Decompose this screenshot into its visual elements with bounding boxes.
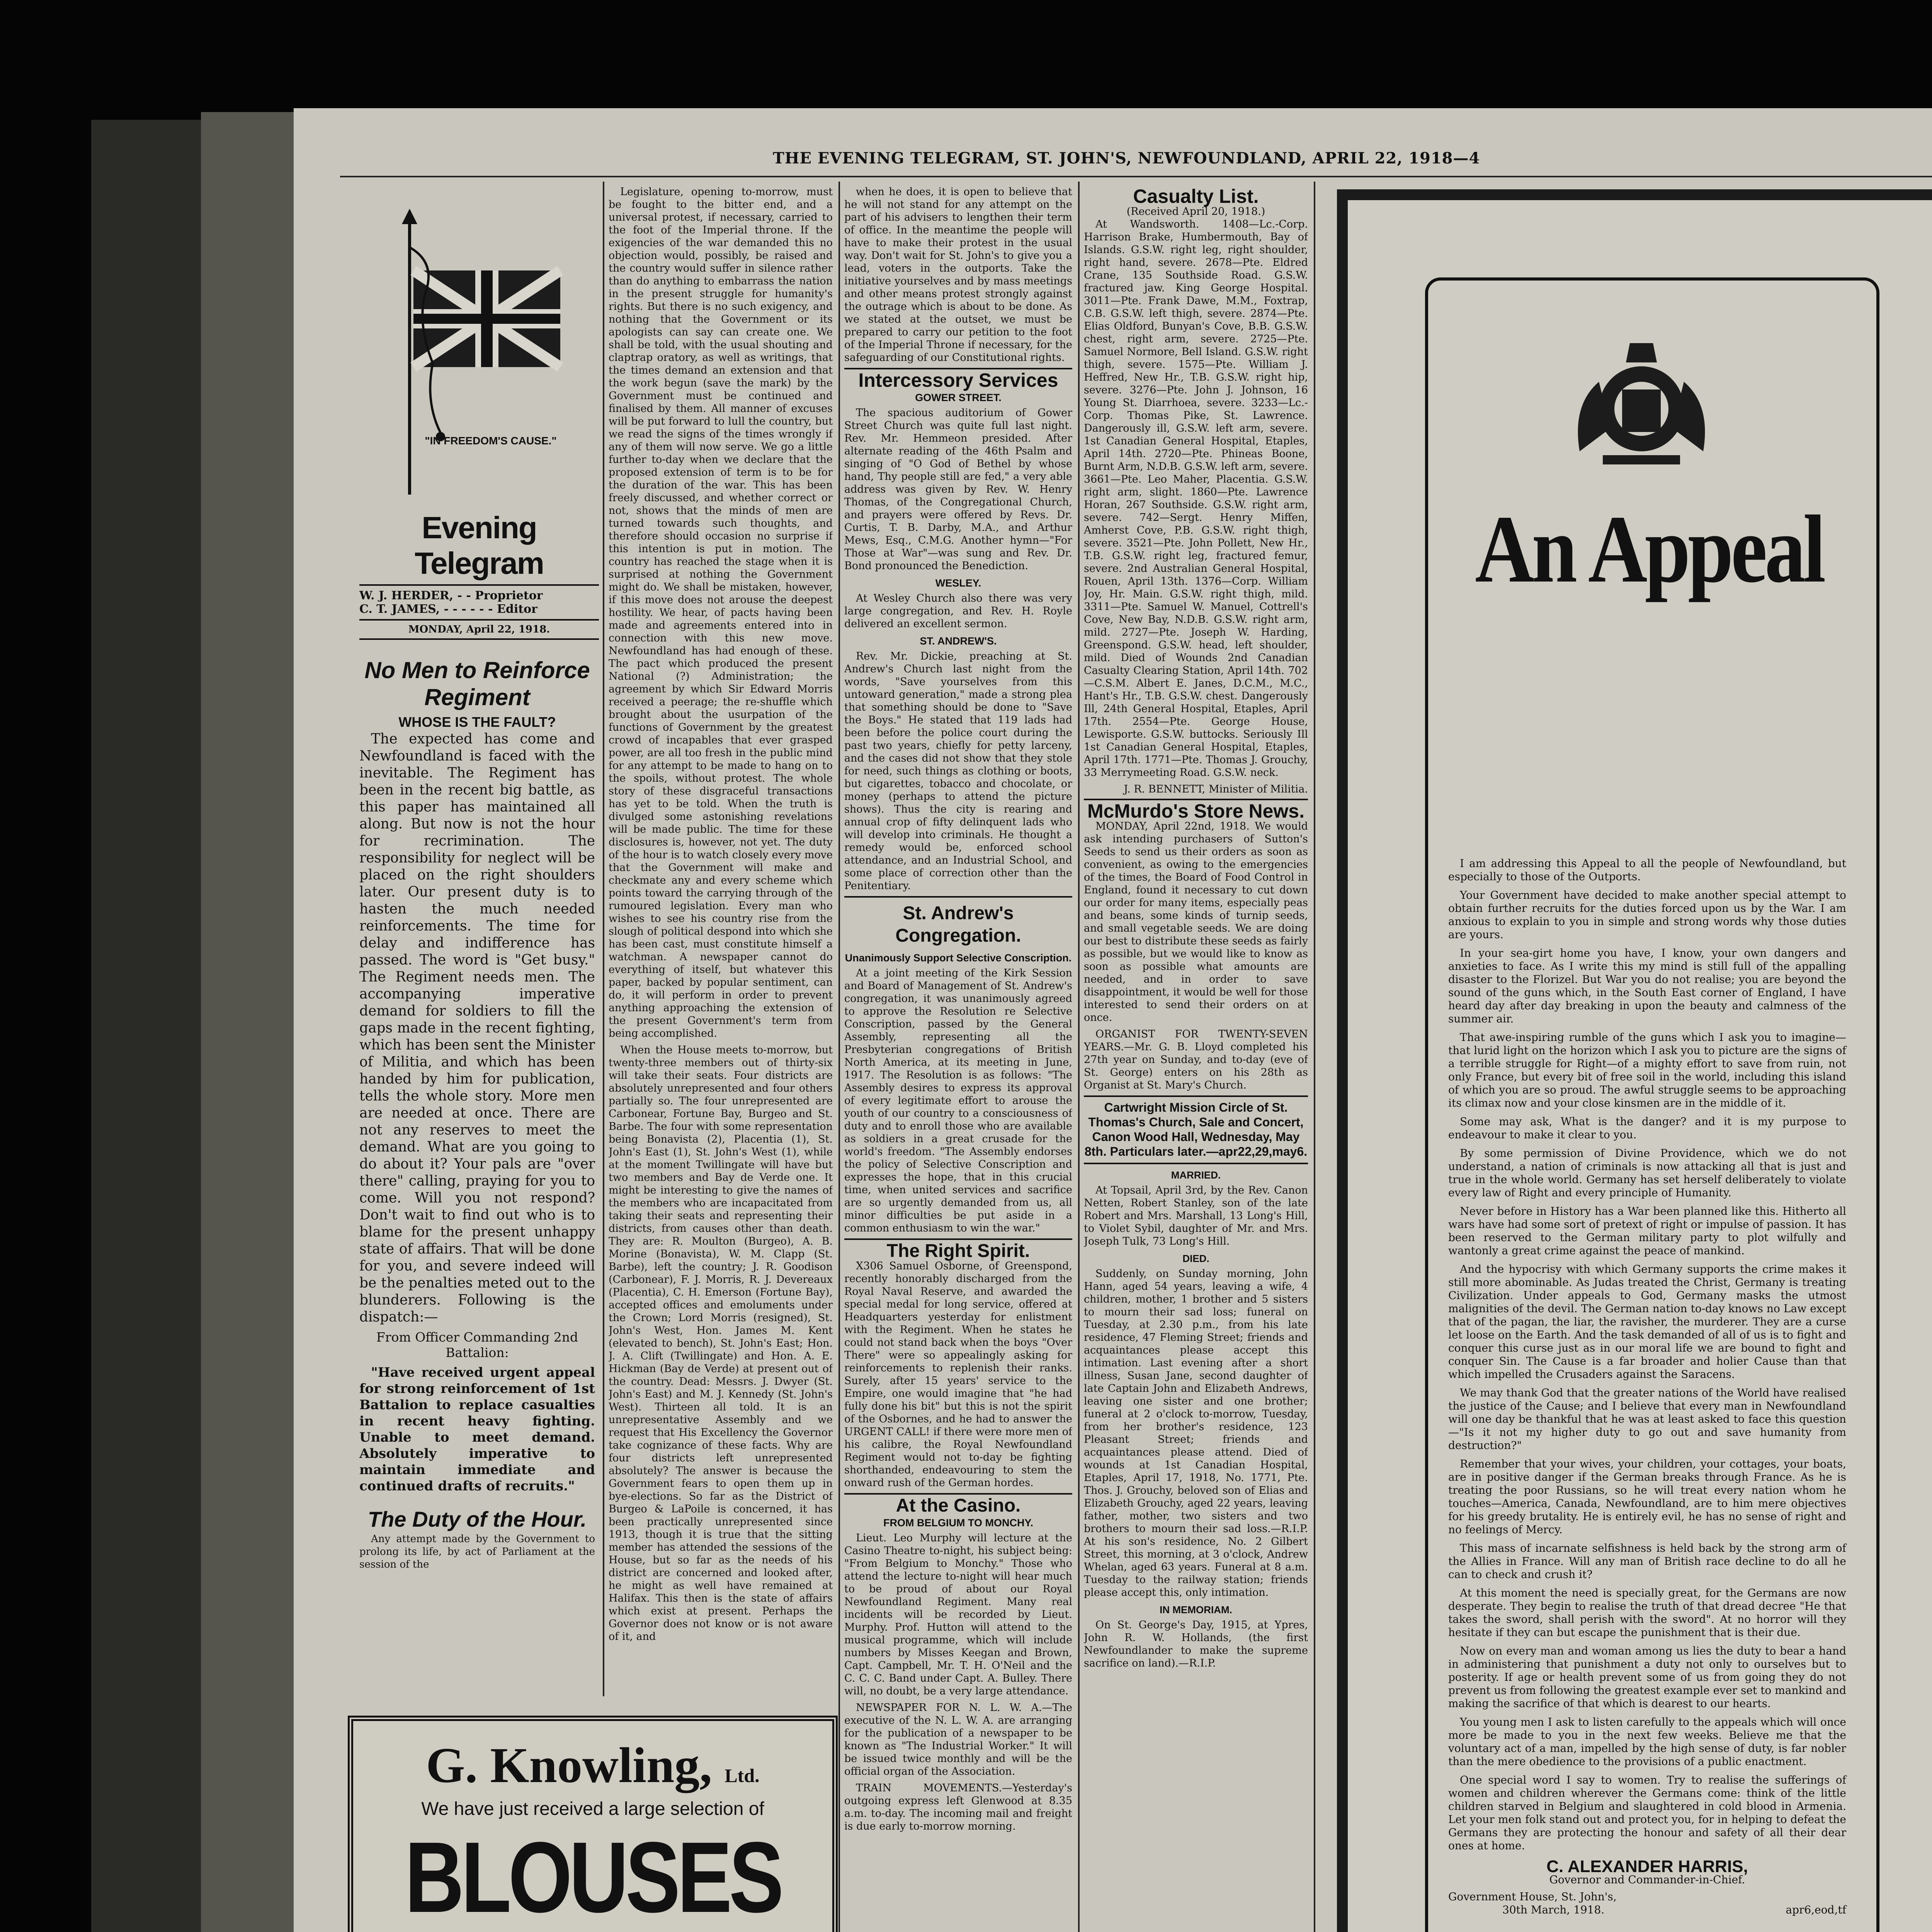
editorial-dispatch: "Have received urgent appeal for strong reinforcement of 1st Battalion to replace casualties in recent heavy fighting. Unable to meet demand. Absolutely imperative to maintain immediate and continued drafts of recruits." xyxy=(359,1365,595,1494)
appeal-signature-title: Governor and Commander-in-Chief. xyxy=(1549,1873,1745,1886)
blouses-heading: BLOUSES xyxy=(405,1821,781,1932)
appeal-paragraph: By some permission of Divine Providence, which we do not understand, a nation of criminals is now attacking all that is just and true in the whole world. Germany has set herself deliberately to violate every law of Right and every principle of Humanity. xyxy=(1448,1147,1846,1199)
masthead-editor: C. T. JAMES, - - - - - - Editor xyxy=(359,602,537,616)
casualty-signature: J. R. BENNETT, Minister of Militia. xyxy=(1124,783,1308,795)
spirit-paragraph: X306 Samuel Osborne, of Greenspond, recently honorably discharged from the Royal Naval Reserve, and awarded the special medal for long service, offered at Headquarters yesterday for enlistment with the Regiment. When he states he could not stand back when the boys "Over There" were so appealingly asking for reinforcements to replenish their ranks. Surely, after 15 years' service to the Empire, one would imagine that "he had fully done his bit" but this is not the spirit of the Osbornes, and he had to answer the URGENT CALL! if there were more men of his calibre, the Royal Newfoundland Regiment would not to-day be fighting shorthanded, endeavouring to stem the onward rush of the German hordes. xyxy=(844,1260,1072,1489)
masthead-rule xyxy=(359,584,599,586)
church-news-column xyxy=(844,185,1072,1932)
appeal-paragraph: One special word I say to women. Try to realise the sufferings of women and children wherever the Germans come: think of the little children starved in Belgium and slaughtered in cold blood in Armenia. Let your men folk stand out and protect you, for in helping to defeat the Germans they are protecting the honour and safety of all their dear ones at home. xyxy=(1448,1774,1846,1852)
casualty-title: Casualty List. xyxy=(1133,185,1259,207)
married-paragraph: At Topsail, April 3rd, by the Rev. Canon Netten, Robert Stanley, son of the late Robert and Mrs. Marshall, 13 Long's Hill, to Violet Sybil, daughter of Mr. and Mrs. Joseph Tulk, 73 Long's Hill. xyxy=(1084,1184,1308,1247)
appeal-date: 30th March, 1918. xyxy=(1502,1903,1605,1916)
appeal-place: Government House, St. John's, xyxy=(1448,1890,1617,1903)
masthead-rule xyxy=(359,619,599,621)
wesley-subtitle: WESLEY. xyxy=(935,577,981,589)
appeal-paragraph: And the hypocrisy with which Germany supports the crime makes it still more abominable. As Judas treated the Christ, Germany is treating Civilization. Under appeals to God, Germany masks the utmost malignities of the devil. The German nation to-day knows no Law except that of the pagan, the liar, the ravisher, the murderer. They are a curse let loose on the Earth. And the task demanded of all of us is to fight and conquer this curse just as in our moral life we are bound to fight and conquer Sin. The Cause is a far broader and holier Cause than that which impelled the Crusaders against the Saracens. xyxy=(1448,1263,1846,1381)
masthead-title: Evening Telegram xyxy=(415,510,544,580)
casualty-received: (Received April 20, 1918.) xyxy=(1126,206,1265,218)
appeal-paragraph: Your Government have decided to make another special attempt to obtain further recruits for the duties forced upon us by the War. I am anxious to explain to you in simple and strong words why those duties are yours. xyxy=(1448,889,1846,941)
column-divider xyxy=(1078,182,1080,1932)
spirit-title: The Right Spirit. xyxy=(886,1241,1030,1261)
editorial-paragraph: Legislature, opening to-morrow, must be fought to the bitter end, and a universal protest, if necessary, carried to the foot of the Imperial throne. If the exigencies of the war demanded this no objection would, possibly, be raised and the country would suffer in silence rather than do anything to embarrass the nation in the present struggle for humanity's rights. But there is no such exigency, and nothing that the Government or its apologists can say can create one. We shall be told, with the usual shouting and claptrap oratory, as well as writings, that the times demand an extension and that the work begun (save the mark) by the Government must be continued and finalised by them. All manner of excuses will be put forward to lull the country, but we read the signs of the times wrongly if any of them will now serve. We go a little further to-day when we declare that the proposed extension of term is to be for the duration of the war. This has been freely discussed, and whether correct or not, shows that the minds of men are turned towards such thoughts, and therefore should occasion no surprise if this intention is put in motion. The country has reached the stage when it is surprised at nothing the Government might do. We shall be mistaken, however, if this move does not arouse the deepest hostility. We hear, of pacts having been made and agreements entered into in connection with this new move. Newfoundland has had enough of these. The pact which produced the present National (?) Administration; the agreement by which Sir Edward Morris received a peerage; the re-shuffle which brought about the usurpation of the functions of Government by the greatest crowd of incapables that ever grasped power, are all too fresh in the public mind for any attempt to be made to hang on to the spoils, without protest. The whole story of these disgraceful transactions has yet to be told. When the truth is divulged some astonishing revelations will be made public. The time for these disclosures is, however, not yet. The duty of the hour is to watch closely every move that the Government will make and checkmate any and every scheme which points toward the carrying through of the rumoured legislation. Every man who wishes to see his country rise from the slough of political despond into which she has been cast, must constitute himself a watchman. A newspaper cannot do everything of itself, but whatever this paper, backed by popular sentiment, can do, it will perform in order to prevent anything approaching the extension of the present Government's term from being accomplished. xyxy=(609,186,833,1039)
casualty-column xyxy=(1084,185,1308,1932)
died-title: DIED. xyxy=(1182,1253,1209,1264)
married-title: MARRIED. xyxy=(1171,1169,1221,1181)
appeal-paragraph: That awe-inspiring rumble of the guns which I ask you to imagine—that lurid light on the horizon which I ask you to picture are the signs of a terrible struggle for Right—of a mighty effort to save from ruin, not only France, but every bit of free soil in the world, including this island of which you are so proud. The awful struggle seems to be approaching its climax now and your close kinsmen are in the middle of it. xyxy=(1448,1031,1846,1109)
masthead xyxy=(359,510,599,643)
organist-paragraph: ORGANIST FOR TWENTY-SEVEN YEARS.—Mr. G. B. Lloyd completed his 27th year on Sunday, and to-day (eve of St. George) enters on his 28th as Organist at St. Mary's Church. xyxy=(1084,1028,1308,1091)
section-rule xyxy=(844,1493,1072,1495)
header-rule xyxy=(340,176,1932,177)
congregation-subtitle: Unanimously Support Selective Conscription. xyxy=(845,952,1072,964)
flag-caption: "IN FREEDOM'S CAUSE." xyxy=(425,435,557,447)
duty-title: The Duty of the Hour. xyxy=(367,1507,587,1531)
section-rule xyxy=(844,1238,1072,1240)
andrews-subtitle: ST. ANDREW'S. xyxy=(920,635,997,647)
gower-paragraph: The spacious auditorium of Gower Street Church was quite full last night. Rev. Mr. Hemmeon presided. After alternate reading of the 46th Psalm and singing of "O God of Bethel by whose hand, Thy people still are fed," a very able address was given by Rev. W. Henry Thomas, of the Congregational Church, and prayers were offered by Revs. Dr. Curtis, T. B. Darby, M.A., and Arthur Mews, Esq., C.M.G. Another hymn—"For Those at War"—was sung and Rev. Dr. Bond pronounced the Benediction. xyxy=(844,407,1072,572)
cartwright-notice: Cartwright Mission Circle of St. Thomas's Church, Sale and Concert, Canon Wood Hall, Wednesday, May 8th. Particulars later.—apr22,29,may6. xyxy=(1084,1100,1308,1158)
memoriam-paragraph: On St. George's Day, 1915, at Ypres, John R. W. Hollands, (the first Newfoundlander to make the supreme sacrifice on land).—R.I.P. xyxy=(1084,1619,1308,1669)
casino-title: At the Casino. xyxy=(896,1495,1021,1516)
editorial-continued-column xyxy=(609,185,833,1685)
appeal-title: An Appeal xyxy=(1475,496,1823,603)
mcmurdo-paragraph: MONDAY, April 22nd, 1918. We would ask intending purchasers of Sutton's Seeds to send us their orders as soon as convenient, as owing to the emergencies of the times, the Board of Food Control in England, found it necessary to cut down our order for many items, especially peas and beans, some kinds of turnip seeds, and small vegetable seeds. We are doing our best to distribute these seeds as fairly as possible, but we would like to know as soon as possible what amounts are needed, and in order to save disappointment, it would be well for those interested to send their orders on at once. xyxy=(1084,820,1308,1024)
intercessory-title: Intercessory Services xyxy=(858,369,1058,391)
appeal-paragraph: At this moment the need is specially great, for the Germans are now desperate. They begin to realise the truth of that dread decree "He that takes the sword, shall perish with the sword". At no horror will they hesitate if they can but escape the punishment that is their due. xyxy=(1448,1587,1846,1639)
congregation-paragraph: At a joint meeting of the Kirk Session and Board of Management of St. Andrew's congregation, it was unanimously agreed to approve the Resolution re Selective Conscription, passed by the General Assembly, representing all the Presbyterian congregations of British North America, at its meeting in June, 1917. The Resolution is as follows: "The Assembly desires to express its approval of every legitimate effort to arouse the youth of our country to a consciousness of duty and to enroll those who are available as soldiers in a great crusade for the world's freedom. "The Assembly endorses the policy of Selective Conscription and expresses the hope, that in this crucial time, when united services and sacrifice are so urgently demanded from us, all minor difficulties be put aside in a common enthusiasm to win the war." xyxy=(844,967,1072,1234)
appeal-date-line xyxy=(1448,1903,1846,1917)
casualty-paragraph: At Wandsworth. 1408—Lc.-Corp. Harrison Brake, Humbermouth, Bay of Islands. G.S.W. right leg, right shoulder, right hand, severe. 2678—Pte. Eldred Crane, 135 Southside Road. G.S.W. fractured jaw. King George Hospital. 3011—Pte. Frank Dawe, M.M., Foxtrap, C.B. G.S.W. left thigh, severe. 2874—Pte. Elias Oldford, Bunyan's Cove, B.B. G.S.W. chest, right arm, severe. 2725—Pte. Samuel Normore, Bell Island. G.S.W. right thigh, severe. 1575—Pte. William J. Heffred, New Hr., T.B. G.S.W. right hip, severe. 3276—Pte. John J. Johnson, 16 Young St. Diarrhoea, severe. 3233—Lc.-Corp. Thomas Pike, St. Lawrence. Dangerously ill, G.S.W. left arm, severe. 1st Canadian General Hospital, Etaples, April 14th. 2720—Pte. Phineas Boone, Burnt Arm, N.D.B. G.S.W. left arm, severe. 3661—Pte. Leo Maher, Placentia. G.S.W. right arm, slight. 1860—Pte. Lawrence Horan, 267 Southside. G.S.W. right arm, severe. 742—Sergt. Henry Miffen, Amherst Cove, P.B. G.S.W. right thigh, severe. 3521—Pte. John Pollett, New Hr., T.B. G.S.W. right leg, fractured femur, severe. 2nd Australian General Hospital, Rouen, April 13th. 1376—Corp. William Joy, Hr. Main. G.S.W. right thigh, mild. 3311—Pte. Samuel W. Manuel, Cottrell's Cove, New Bay, N.D.B. G.S.W. right arm, mild. 2727—Pte. Joseph W. Harding, Greenspond. G.S.W. head, left shoulder, mild. Died of Wounds 2nd Canadian Casualty Clearing Station, April 14th. 702—C.S.M. Albert E. Janes, D.C.M., M.C., Hant's Hr., T.B. G.S.W. chest. Dangerously Ill, 24th General Hospital, Etaples, April 17th. 2554—Pte. George House, Lewisporte. G.S.W. buttocks. Seriously Ill 1st Canadian General Hospital, Etaples, April 17th. 1771—Pte. Thomas J. Grouchy, 33 Merrymeeting Road. G.S.W. neck. xyxy=(1084,218,1308,779)
knowling-ltd: Ltd. xyxy=(724,1765,760,1786)
mcmurdo-title: McMurdo's Store News. xyxy=(1087,800,1304,822)
editorial-paragraph: From Officer Commanding 2nd Battalion: xyxy=(376,1330,578,1360)
editorial-title: No Men to Reinforce Regiment xyxy=(364,657,590,710)
section-rule xyxy=(844,896,1072,898)
editorial-paragraph: when he does, it is open to believe that he will not stand for any attempt on the part of his advisers to lengthen their term of office. In the meantime the people will have to make their protest in the usual way. Don't wait for St. John's to give you a lead, voters in the outports. Take the initiative yourselves and by mass meetings and other means protest strongly against the outrage which is about to be done. As we stated at the outset, we must be prepared to carry our petition to the foot of the Imperial Throne if necessary, for the safeguarding of our Constitutional rights. xyxy=(844,186,1072,364)
editorial-subtitle: WHOSE IS THE FAULT? xyxy=(398,714,556,730)
knowling-brand: G. Knowling, xyxy=(426,1738,712,1793)
masthead-rule xyxy=(359,638,599,640)
andrews-paragraph: Rev. Mr. Dickie, preaching at St. Andrew's Church last night from the words, "Save yourselves from this untoward generation," made a strong plea that something should be done to "Save the Boys." He stated that 119 lads had been before the police court during the past two years, chiefly for petty larceny, and the cases did not show that they stole for need, such things as clothing or boots, but cigarettes, tobacco and chocolate, or money (perhaps to attend the picture shows). Thus the city is rearing and annual crop of fifty delinquent lads who will develop into criminals. He thought a remedy would be, enforced school attendance, and an Industrial School, and some place of correction other than the Penitentiary. xyxy=(844,650,1072,892)
appeal-paragraph: This mass of incarnate selfishness is held back by the strong arm of the Allies in France. Will any man of British race decline to do all he can to check and crush it? xyxy=(1448,1542,1846,1581)
appeal-paragraph: Never before in History has a War been planned like this. Hitherto all wars have had some sort of pretext of right or impulse of passion. It has been reserved to the German military party to plot wilfully and wantonly a great crime against the peace of mankind. xyxy=(1448,1205,1846,1257)
appeal-paragraph: Remember that your wives, your children, your cottages, your boats, are in positive danger if the German breaks through France. As he is treating the poor Russians, so he will treat every nation whom he touches—America, Canada, Newfoundland, are to him mere objectives for his greedy brutality. He is entirely evil, he has no sense of right and no feelings of Mercy. xyxy=(1448,1458,1846,1536)
union-jack-flag-icon xyxy=(383,201,599,502)
section-rule xyxy=(1084,1163,1308,1164)
masthead-proprietor: W. J. HERDER, - - Proprietor xyxy=(359,589,543,602)
appeal-paragraph: Some may ask, What is the danger? and it is my purpose to endeavour to make it clear to you. xyxy=(1448,1115,1846,1141)
appeal-paragraph: We may thank God that the greater nations of the World have realised the justice of the Cause; and I believe that every man in Newfoundland will one day be thankful that he was at least asked to face this question—"Is it not my higher duty to go out and save humanity from destruction?" xyxy=(1448,1386,1846,1452)
casino-subtitle: FROM BELGIUM TO MONCHY. xyxy=(883,1517,1033,1529)
masthead-date: MONDAY, April 22, 1918. xyxy=(408,624,550,635)
duty-paragraph: Any attempt made by the Government to prolong its life, by act of Parliament at the session of the xyxy=(359,1533,595,1570)
editorial-paragraph: When the House meets to-morrow, but twenty-three members out of thirty-six will take their seats. Four districts are absolutely unrepresented and four others partially so. The four unrepresented are Carbonear, Fortune Bay, Burgeo and St. Barbe. The four with some representation being Bonavista (2), Placentia (1), St. John's East (1), St. John's West (1), while at the moment Twillingate will have but two members and Bay de Verde one. It might be interesting to give the names of the members who are incapacitated from taking their seats and representing their districts, from causes other than death. They are: R. Moulton (Burgeo), A. B. Morine (Bonavista), W. M. Clapp (St. Barbe), left the country; J. R. Goodison (Carbonear), F. J. Morris, R. J. Devereaux (Placentia), C. H. Emerson (Fortune Bay), accepted offices and emoluments under the Crown; Lord Morris (resigned), St. John's West, Hon. James M. Kent (elevated to bench), St. John's East; Hon. J. A. Clift (Twillingate) and Hon. A. E. Hickman (Bay de Verde) at present out of the country. Dead: Messrs. J. Dwyer (St. John's East) and M. J. Kennedy (St. John's West). Thirteen all told. It is an unrepresentative Assembly and we request that His Excellency the Governor take cognizance of these facts. Why are four districts left unrepresented absolutely? The answer is because the Government fears to open them up in bye-elections. So far as the District of Burgeo & LaPoile is concerned, it has been practically unrepresented since 1913, though it is true that the sitting member has attended the sessions of the House, but so far as the needs of his district are concerned and looked after, he might as well have remained at Halifax. This then is the state of affairs which exist at present. Perhaps the Governor does not know or is not aware of it, and xyxy=(609,1044,833,1643)
died-paragraph: Suddenly, on Sunday morning, John Hann, aged 54 years, leaving a wife, 4 children, mother, 1 brother and 5 sisters to mourn their sad loss; funeral on Tuesday, at 2.30 p.m., from his late residence, 47 Fleming Street; friends and acquaintances please accept this intimation. Last evening after a short illness, Susan Jane, second daughter of late Captain John and Elizabeth Andrews, leaving one sister and one brother; funeral at 2 o'clock to-morrow, Tuesday, from her brother's residence, 123 Pleasant Street; friends and acquaintances please attend. Died of wounds at 1st Canadian Hospital, Etaples, April 17, 1918, No. 1771, Pte. Thos. J. Grouchy, beloved son of Elias and Elizabeth Grouchy, aged 22 years, leaving father, mother, two sisters and two brothers to mourn their sad loss.—R.I.P. At his son's residence, No. 2 Gilbert Street, this morning, at 3 o'clock, Andrew Whelan, aged 63 years. Funeral at 8 a.m. Tuesday to the railway station; friends please accept this, only intimation. xyxy=(1084,1268,1308,1599)
royal-coat-of-arms-icon xyxy=(1556,328,1726,474)
column-divider xyxy=(1314,182,1315,1932)
casino-paragraph: Lieut. Leo Murphy will lecture at the Casino Theatre to-night, his subject being: "From Belgium to Monchy." Those who attend the lecture to-night will hear much to be proud of about our Royal Newfoundland Regiment. Many real incidents will be recorded by Lieut. Murphy. Prof. Hutton will attend to the musical programme, which will include numbers by Misses Keegan and Brown, Capt. Campbell, Mr. T. H. O'Neil and the C. C. C. Band under Capt. A. Bulley. There will, no doubt, be a very large attendance. xyxy=(844,1532,1072,1697)
appeal-body xyxy=(1448,857,1846,1917)
editorial-column xyxy=(359,657,595,1685)
column-divider xyxy=(603,182,604,1696)
train-paragraph: TRAIN MOVEMENTS.—Yesterday's outgoing express left Glenwood at 8.35 a.m. to-day. The incoming mail and freight is due early to-morrow morning. xyxy=(844,1782,1072,1832)
appeal-paragraph: You young men I ask to listen carefully to the appeals which will once more be made to you in the next few weeks. Believe me that the voluntary act of a man, impelled by the high sense of duty, is far nobler than the mere obedience to the provisions of a public enactment. xyxy=(1448,1716,1846,1768)
editorial-paragraph: The expected has come and Newfoundland is faced with the inevitable. The Regiment has been in the recent big battle, as this paper has maintained all along. But now is not the hour for recrimination. The responsibility for neglect will be placed on the right shoulders later. Our present duty is to hasten the much needed reinforcements. The time for delay and indifference has passed. The word is "Get busy." The Regiment needs men. The accompanying imperative demand for soldiers to fill the gaps made in the recent fighting, which has been sent the Minister of Militia, and which has been handed by him for publication, tells the whole story. More men are needed at once. There are not any reserves to meet the demand. What are you going to do about it? Your pals are "over there" calling, praying for you to come. Will you not respond? Don't wait to find out who is to blame for the present unhappy state of affairs. That will be done for you, and severe indeed will be the penalties meted out to the blunderers. Following is the dispatch:— xyxy=(359,731,595,1325)
appeal-paragraph: In your sea-girt home you have, I know, your own dangers and anxieties to face. As I write this my mind is still full of the appalling disaster to the Florizel. But War you do not realise; you are beyond the sound of the guns which, in the South East corner of England, I have heard day after day breaking in upon the beauty and calmness of the summer air. xyxy=(1448,947,1846,1025)
congregation-title: St. Andrew's Congregation. xyxy=(895,903,1021,946)
memoriam-title: IN MEMORIAM. xyxy=(1160,1604,1232,1616)
knowling-name xyxy=(353,1736,832,1794)
section-rule xyxy=(1084,1095,1308,1097)
appeal-ref: apr6,eod,tf xyxy=(1786,1903,1846,1916)
newspaper-paragraph: NEWSPAPER FOR N. L. W. A.—The executive of the N. L. W. A. are arranging for the publication of a newspaper to be known as "The Industrial Worker." It will be issued twice monthly and will be the official organ of the Association. xyxy=(844,1702,1072,1777)
appeal-paragraph: I am addressing this Appeal to all the people of Newfoundland, but especially to those of the Outports. xyxy=(1448,857,1846,883)
gower-subtitle: GOWER STREET. xyxy=(915,392,1002,403)
wesley-paragraph: At Wesley Church also there was very large congregation, and Rev. H. Royle delivered an excellent sermon. xyxy=(844,592,1072,630)
appeal-signature: C. ALEXANDER HARRIS, xyxy=(1546,1857,1748,1876)
appeal-paragraph: Now on every man and woman among us lies the duty to bear a hand in administering that punishment a duty not only to ourselves but to posterity. If age or health prevent some of us from going they do not prevent us from following the greatest example ever set to mankind and making the sacrifice of that which is dearest to our hearts. xyxy=(1448,1645,1846,1710)
knowling-advertisement xyxy=(348,1716,838,1932)
column-divider xyxy=(838,182,840,1932)
page-header: THE EVENING TELEGRAM, ST. JOHN'S, NEWFOUNDLAND, APRIL 22, 1918—4 xyxy=(773,149,1480,167)
knowling-line: We have just received a large selection of xyxy=(421,1799,764,1819)
appeal-advertisement xyxy=(1337,189,1932,1932)
